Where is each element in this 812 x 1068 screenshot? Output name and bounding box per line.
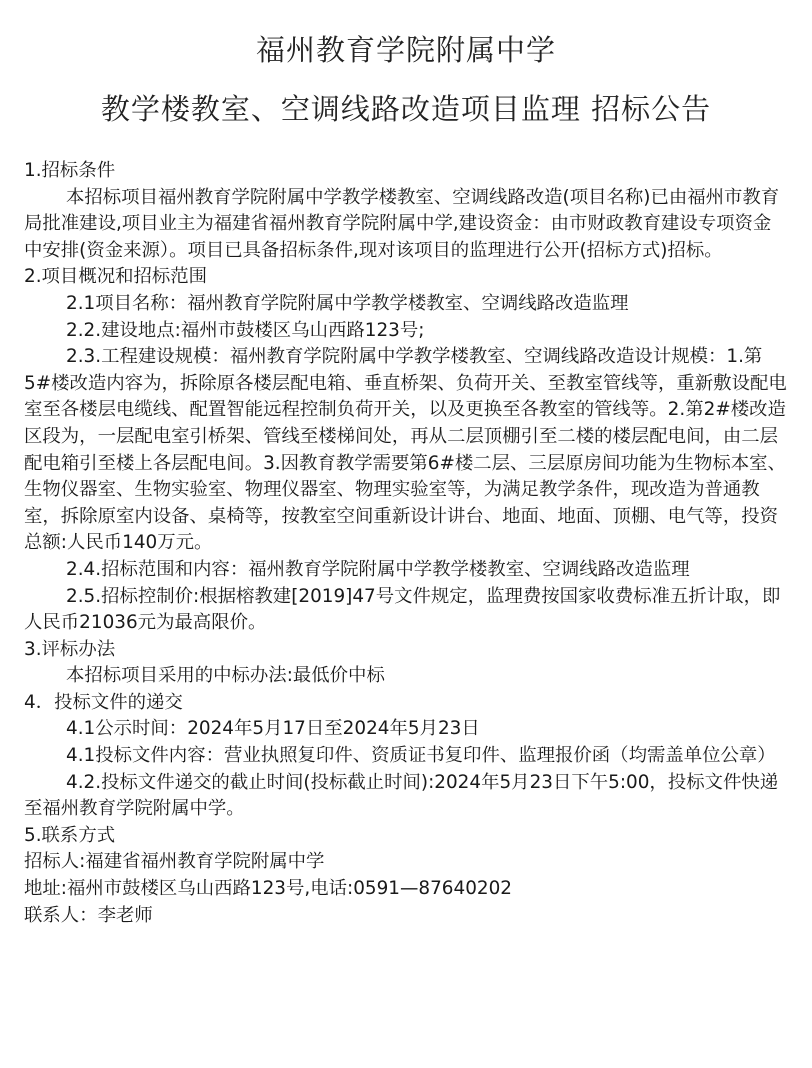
evaluation-method-paragraph: 本招标项目采用的中标办法:最低价中标 <box>66 665 385 687</box>
project-location-item: 2.2.建设地点:福州市鼓楼区乌山西路123号; <box>66 319 425 341</box>
contact-person: 联系人：李老师 <box>24 904 153 926</box>
project-name-item: 2.1项目名称：福州教育学院附属中学教学楼教室、空调线路改造监理 <box>66 292 629 314</box>
announcement-body <box>24 158 788 929</box>
bid-documents-item: 4.1投标文件内容：营业执照复印件、资质证书复印件、监理报价函（均需盖单位公章） <box>66 745 776 767</box>
bidding-scope-item: 2.4.招标范围和内容：福州教育学院附属中学教学楼教室、空调线路改造监理 <box>66 558 690 580</box>
control-price-item: 2.5.招标控制价:根据榕教建[2019]47号文件规定，监理费按国家收费标准五折计取，即人民币21036元为最高限价。 <box>24 585 781 634</box>
section-heading-evaluation-method: 3.评标办法 <box>24 638 116 660</box>
section-heading-contact: 5.联系方式 <box>24 824 116 846</box>
contact-address-phone: 地址:福州市鼓楼区乌山西路123号,电话:0591—87640202 <box>24 878 512 900</box>
contact-tenderer: 招标人:福建省福州教育学院附属中学 <box>24 851 325 873</box>
publicity-period-item: 4.1公示时间：2024年5月17日至2024年5月23日 <box>66 718 480 740</box>
submission-deadline-item: 4.2.投标文件递交的截止时间(投标截止时间):2024年5月23日下午5:00，投标文件快递至福州教育学院附属中学。 <box>24 771 779 820</box>
section-heading-bidding-conditions: 1.招标条件 <box>24 160 116 181</box>
section-heading-bid-submission: 4．投标文件的递交 <box>24 691 183 713</box>
document-title: 福州教育学院附属中学 <box>255 33 556 67</box>
document-subtitle: 教学楼教室、空调线路改造项目监理 招标公告 <box>100 92 712 126</box>
project-scale-item: 2.3.工程建设规模：福州教育学院附属中学教学楼教室、空调线路改造设计规模：1.第5#楼改造内容为，拆除原各楼层配电箱、垂直桥架、负荷开关、至教室管线等，重新敷设配电室至各楼层电缆线、配置智能远程控制负荷开关，以及更换至各教室的管线等。2.第2#楼改造区段为，一层配电室引桥架、管线至楼梯间处，再从二层顶棚引至二楼的楼层配电间，由二层配电箱引至楼上各层配电间。3.因教育教学需要第6#楼二层、三层原房间功能为生物标本室、生物仪器室、生物实验室、物理仪器室、物理实验室等，为满足教学条件，现改造为普通教室，拆除原室内设备、桌椅等，按教室空间重新设计讲台、地面、地面、顶棚、电气等，投资总额:人民币140万元。 <box>24 346 787 554</box>
bidding-conditions-paragraph: 本招标项目福州教育学院附属中学教学楼教室、空调线路改造(项目名称)已由福州市教育局批准建设,项目业主为福建省福州教育学院附属中学,建设资金：由市财政教育建设专项资金中安排(资金来源）。项目已具备招标条件,现对该项目的监理进行公开(招标方式)招标。 <box>24 186 780 261</box>
section-heading-project-overview: 2.项目概况和招标范围 <box>24 266 208 288</box>
